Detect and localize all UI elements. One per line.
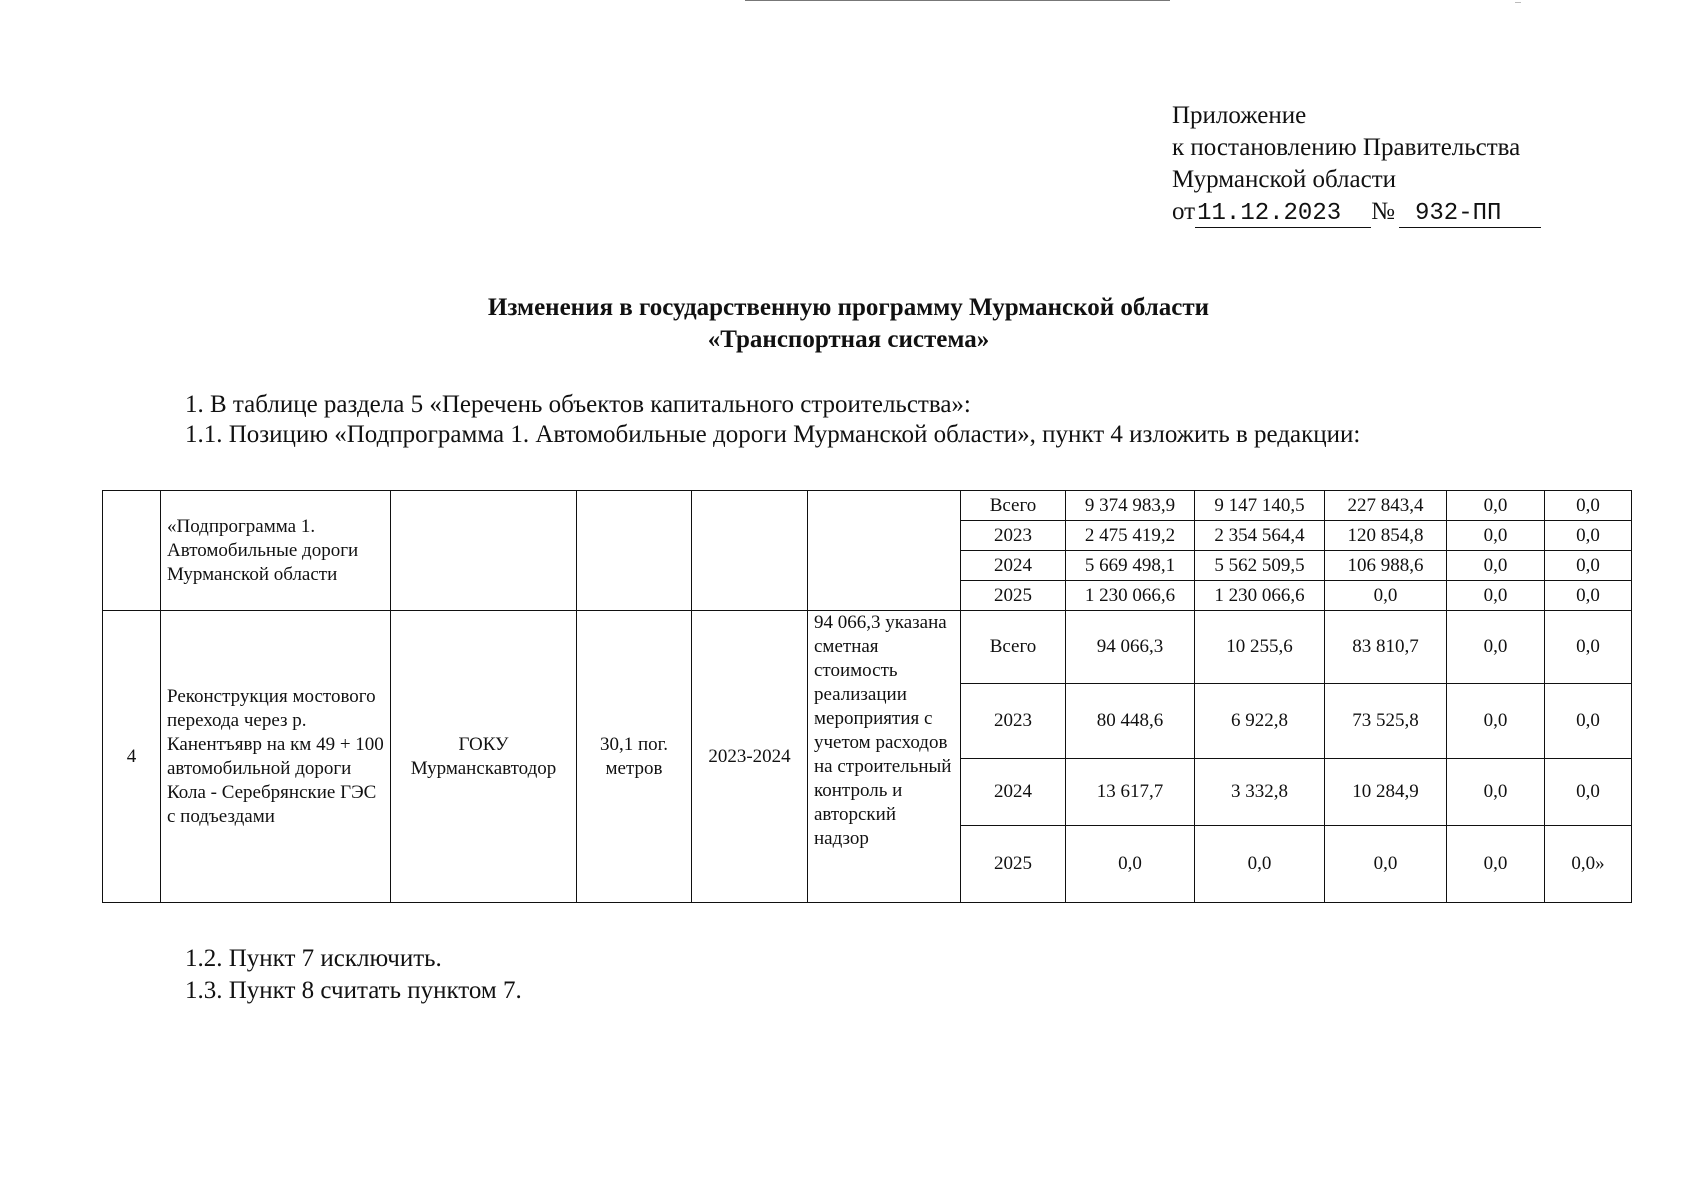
paragraph-1-3: 1.3. Пункт 8 считать пунктом 7. <box>185 977 522 1004</box>
paragraph-1-1: 1.1. Позицию «Подпрограмма 1. Автомобильные дороги Мурманской области», пункт 4 изложить в редакции: <box>185 421 1361 448</box>
document-title <box>0 292 1697 356</box>
year-cell: 2024 <box>961 759 1066 826</box>
year-cell: Всего <box>961 491 1066 521</box>
object-period: 2023-2024 <box>692 611 808 903</box>
value-cell: 94 066,3 <box>1066 611 1195 684</box>
value-cell: 0,0 <box>1447 611 1545 684</box>
object-name: Реконструкция мостового перехода через р. Канентъявр на км 49 + 100 автомобильной дороги Кола - Серебрянские ГЭС с подъездами <box>161 611 391 903</box>
subprogram-capacity-cell <box>577 491 692 611</box>
table-row <box>103 611 1632 684</box>
from-label: от <box>1172 198 1196 225</box>
subprogram-number-cell <box>103 491 161 611</box>
value-cell: 0,0 <box>1325 581 1447 611</box>
value-cell: 9 147 140,5 <box>1195 491 1325 521</box>
value-cell: 80 448,6 <box>1066 684 1195 759</box>
title-line-2: «Транспортная система» <box>707 326 990 353</box>
value-cell: 2 354 564,4 <box>1195 521 1325 551</box>
paragraph-1-2: 1.2. Пункт 7 исключить. <box>185 945 442 972</box>
value-cell: 13 617,7 <box>1066 759 1195 826</box>
value-cell: 0,0 <box>1545 521 1632 551</box>
subprogram-period-cell <box>692 491 808 611</box>
year-cell: Всего <box>961 611 1066 684</box>
year-cell: 2024 <box>961 551 1066 581</box>
paragraph-1: 1. В таблице раздела 5 «Перечень объектов капитального строительства»: <box>185 391 971 418</box>
value-cell: 106 988,6 <box>1325 551 1447 581</box>
value-cell: 10 255,6 <box>1195 611 1325 684</box>
object-customer: ГОКУ Мурманскавтодор <box>391 611 577 903</box>
value-cell: 0,0 <box>1545 684 1632 759</box>
appendix-block <box>1172 100 1541 228</box>
value-cell: 0,0 <box>1066 826 1195 903</box>
value-cell: 1 230 066,6 <box>1195 581 1325 611</box>
value-cell: 0,0 <box>1195 826 1325 903</box>
year-cell: 2025 <box>961 826 1066 903</box>
subprogram-customer-cell <box>391 491 577 611</box>
value-cell: 2 475 419,2 <box>1066 521 1195 551</box>
value-cell: 5 562 509,5 <box>1195 551 1325 581</box>
number-label: № <box>1371 198 1395 225</box>
resolution-number: 932-ПП <box>1399 201 1541 228</box>
value-cell: 0,0 <box>1447 551 1545 581</box>
subprogram-note-cell <box>808 491 961 611</box>
appendix-line-1: Приложение <box>1172 102 1307 129</box>
value-cell: 83 810,7 <box>1325 611 1447 684</box>
value-cell: 0,0 <box>1447 521 1545 551</box>
object-note: 94 066,3 указана сметная стоимость реализации мероприятия с учетом расходов на строительный контроль и авторский надзор <box>808 611 961 903</box>
value-cell: 0,0 <box>1545 611 1632 684</box>
appendix-line-3: Мурманской области <box>1172 166 1397 193</box>
value-cell: 0,0 <box>1325 826 1447 903</box>
value-cell: 6 922,8 <box>1195 684 1325 759</box>
value-cell: 9 374 983,9 <box>1066 491 1195 521</box>
object-number: 4 <box>103 611 161 903</box>
value-cell: 120 854,8 <box>1325 521 1447 551</box>
value-cell: 3 332,8 <box>1195 759 1325 826</box>
table-row <box>103 491 1632 521</box>
value-cell: 0,0 <box>1447 491 1545 521</box>
value-cell: 5 669 498,1 <box>1066 551 1195 581</box>
value-cell: 0,0 <box>1447 826 1545 903</box>
value-cell: 0,0» <box>1545 826 1632 903</box>
subprogram-name: «Подпрограмма 1. Автомобильные дороги Мурманской области <box>161 491 391 611</box>
value-cell: 0,0 <box>1545 581 1632 611</box>
value-cell: 0,0 <box>1545 551 1632 581</box>
value-cell: 0,0 <box>1545 759 1632 826</box>
value-cell: 227 843,4 <box>1325 491 1447 521</box>
value-cell: 0,0 <box>1447 581 1545 611</box>
value-cell: 0,0 <box>1545 491 1632 521</box>
title-line-1: Изменения в государственную программу Мурманской области <box>487 294 1210 321</box>
value-cell: 73 525,8 <box>1325 684 1447 759</box>
year-cell: 2023 <box>961 684 1066 759</box>
year-cell: 2023 <box>961 521 1066 551</box>
resolution-date: 11.12.2023 <box>1195 201 1371 228</box>
value-cell: 0,0 <box>1447 684 1545 759</box>
capital-construction-table <box>102 490 1632 903</box>
corner-mark <box>1515 2 1521 3</box>
value-cell: 1 230 066,6 <box>1066 581 1195 611</box>
object-capacity: 30,1 пог. метров <box>577 611 692 903</box>
appendix-date-line <box>1172 196 1541 228</box>
value-cell: 10 284,9 <box>1325 759 1447 826</box>
year-cell: 2025 <box>961 581 1066 611</box>
value-cell: 0,0 <box>1447 759 1545 826</box>
appendix-line-2: к постановлению Правительства <box>1172 134 1521 161</box>
top-scan-line <box>745 0 1170 1</box>
